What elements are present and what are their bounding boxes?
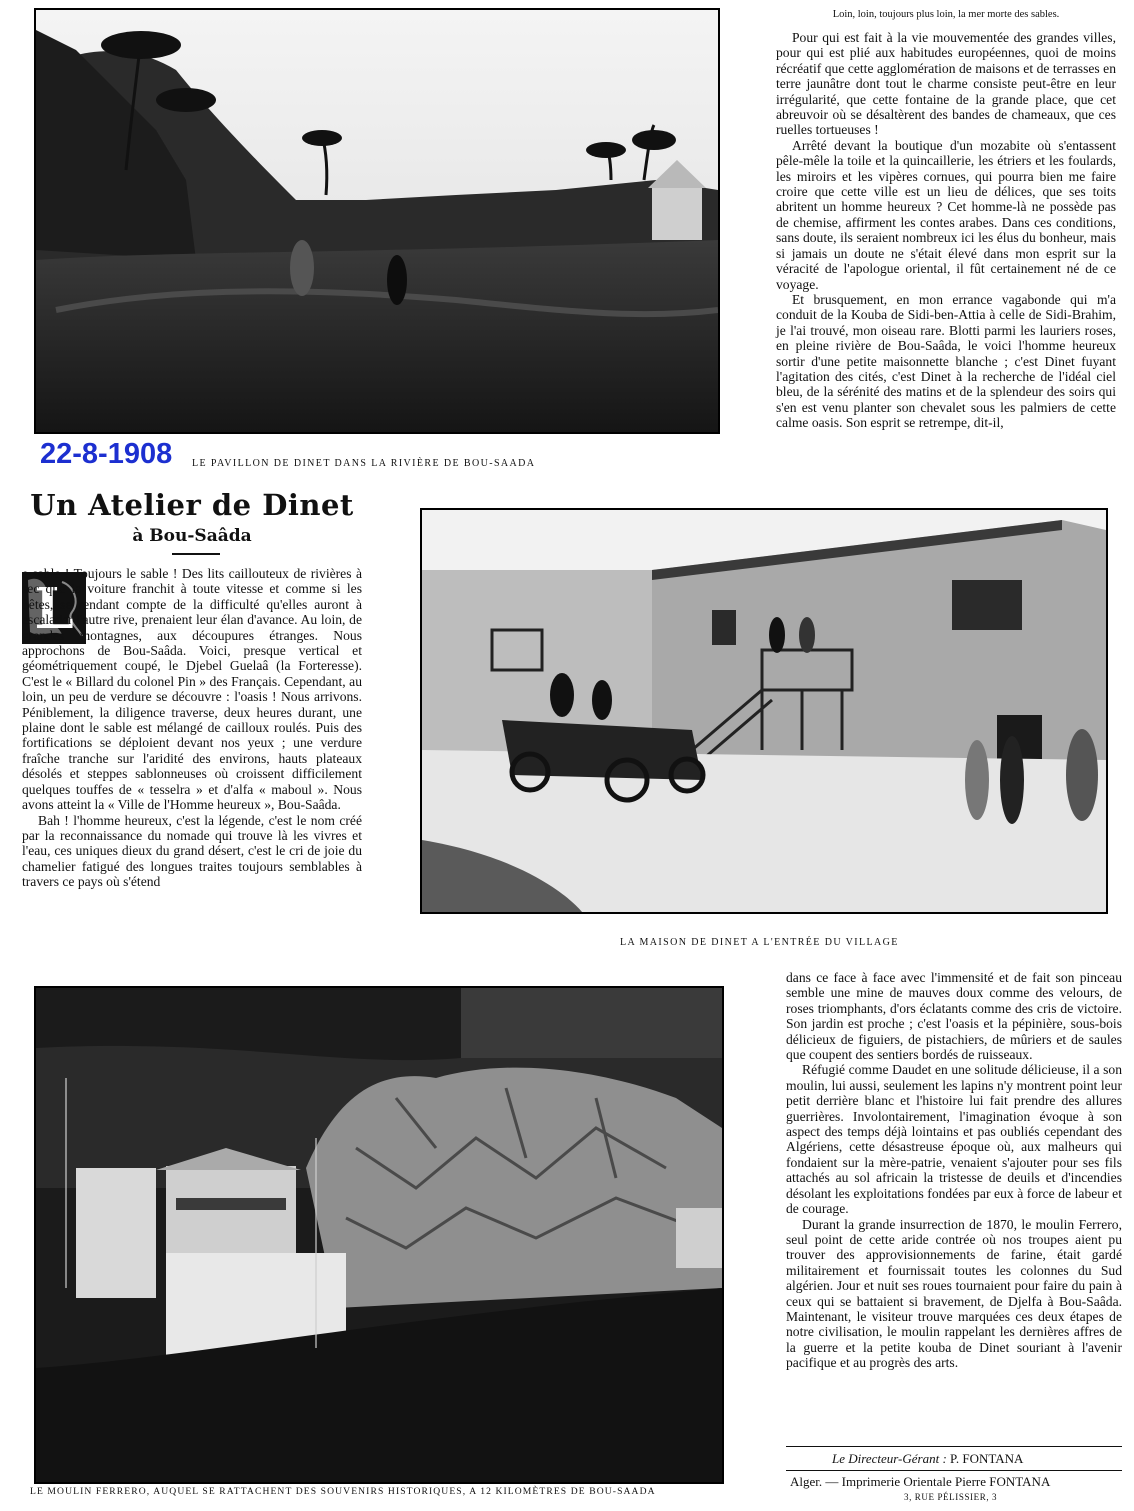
- article-column-left: [22, 566, 362, 958]
- paragraph: Et brusquement, en mon errance vagabonde qui m'a conduit de la Kouba de Sidi-ben-Attia à celle de Sidi-Brahim, je l'ai trouvé, mon oiseau rare. Blotti parmi les lauriers roses, en pleine rivière de Bou-Saâda, le voici l'homme heureux sortir d'une petite maisonnette blanche ; c'est Dinet fuyant l'agitation des cités, c'est Dinet à la recherche de l'idéal ciel bleu, de la sérénité des matins et de la splendeur des soirs qui s'en est venu planter son chevalet sous les palmiers de cette calme oasis. Son esprit se retrempe, dit-il,: [776, 291, 1116, 431]
- title-rule: [172, 553, 220, 555]
- footer-rule-top: [786, 1446, 1122, 1447]
- caption-photo-moulin: LE MOULIN FERRERO, AUQUEL SE RATTACHENT DES SOUVENIRS HISTORIQUES, A 12 KILOMÈTRES DE BOU-SAADA: [30, 1486, 656, 1497]
- footer-director-name: P. FONTANA: [950, 1451, 1024, 1466]
- article-column-bottom-right: [786, 970, 1122, 1438]
- footer-director-label: Le Directeur-Gérant :: [832, 1451, 947, 1466]
- article-title: Un Atelier de Dinet: [30, 488, 354, 522]
- paragraph: Bah ! l'homme heureux, c'est la légende, c'est le nom créé par la reconnaissance du nomade qui trouve là les vivres et l'eau, ces uniques dieux du grand désert, c'est le cri de joie du chamelier fatigué des longues traites toujours semblables à travers ce pays où s'étend: [22, 812, 362, 890]
- photo-pavillon-image: [36, 10, 718, 432]
- photo-maison-image: [422, 510, 1106, 912]
- dropcap-letter: L: [34, 576, 74, 642]
- caption-photo-pavillon: LE PAVILLON DE DINET DANS LA RIVIÈRE DE BOU-SAADA: [192, 458, 536, 469]
- paragraph: Durant la grande insurrection de 1870, le moulin Ferrero, seul point de cette aride contrée où nos troupes aient pu trouver des approvisionnements de farine, était gardé militairement et fournissait toutes les colonnes du Sud algérien. Jour et nuit ses roues tournaient pour faire du pain à ceux qui se battaient si bravement, de Djelfa à Bou-Saâda. Maintenant, le visiteur trouve marquées ces deux étapes de notre civilisation, le moulin rappelant les dernières affres de la guerre et la petite kouba de Dinet souriant à l'avenir pacifique et au progrès des arts.: [786, 1216, 1122, 1371]
- date-stamp: 22-8-1908: [40, 438, 173, 470]
- article-column-top-right: [776, 30, 1116, 490]
- footer-rule-bottom: [786, 1470, 1122, 1471]
- header-quote: Loin, loin, toujours plus loin, la mer morte des sables.: [832, 9, 1060, 20]
- paragraph: Arrêté devant la boutique d'un mozabite où s'entassent pêle-mêle la toile et la quincaillerie, les étriers et les foulards, les miroirs et les vipères cornues, qui pourra bien me faire croire que cette ville est un lieu de délices, que ses toits abritent un homme heureux ? Cet homme-là ne possède pas de chemise, affirment les contes arabes. Dans ces conditions, sans doute, ils seraient nombreux ici les élus du bonheur, mais si jamais un doute ne s'était élevé dans mon esprit sur la véracité de l'apologue oriental, il fût certainement né de ce voyage.: [776, 137, 1116, 292]
- footer-printer: Alger. — Imprimerie Orientale Pierre FONTANA: [790, 1474, 1051, 1489]
- photo-moulin: [34, 986, 724, 1484]
- caption-photo-maison: LA MAISON DE DINET A L'ENTRÉE DU VILLAGE: [620, 937, 899, 948]
- photo-maison: [420, 508, 1108, 914]
- photo-moulin-image: [36, 988, 722, 1482]
- paragraph: Pour qui est fait à la vie mouvementée des grandes villes, pour qui est plié aux habitudes européennes, quoi de moins récréatif que cette agglomération de maisons et de terrasses en terre jaunâtre dont tout le charme consiste peut-être en leur irrégularité, que cette fontaine de la grande place, que cet abreuvoir où se désaltèrent des bandes de chameaux, que ces ruelles tortueuses !: [776, 30, 1116, 138]
- paragraph: Réfugié comme Daudet en une solitude délicieuse, il a son moulin, lui aussi, seulement les lapins n'y montrent point leur petit derrière blanc et l'histoire lui fait prendre des allures guerrières. Involontairement, l'imagination évoque à son aspect des temps déjà lointains et pas oubliés cependant des Algériens, cette désastreuse époque où, aux malheurs qui fondaient sur la mère-patrie, venaient s'ajouter pour ses fils attachés au sol africain la tristesse de deuils et d'incendies désolant les exploitations fondées par eux à force de labeur et de courage.: [786, 1062, 1122, 1217]
- photo-pavillon: [34, 8, 720, 434]
- paragraph-with-dropcap: e sable ! Toujours le sable ! Des lits caillouteux de rivières à sec que la voiture franchit à toute vitesse et comme si les bêtes, se rendant compte de la difficulté qu'elles auront à escalader l'autre rive, prenaient leur élan d'avance. Au loin, de grandes montagnes, aux découpures étranges. Nous approchons de Bou-Saâda. Voici, presque vertical et géométriquement coupé, le Djebel Guelaâ (la Forteresse). C'est le « Billard du colonel Pin » des Français. Cependant, au loin, un peu de verdure se découvre : l'oasis ! Nous arrivons. Péniblement, la diligence traverse, deux heures durant, une plaine dont le sable est mélangé de cailloux roulés. Puis des fortifications se déploient devant nos yeux ; une verdure fraîche tranche sur l'aridité des environs, hauts plateaux désolés et steppes sablonneuses où croissent difficilement quelques touffes de « tesselra » et d'alfa « maboul ». Nous avons atteint la « Ville de l'Homme heureux », Bou-Saâda.: [22, 566, 362, 813]
- footer-director: [832, 1451, 1023, 1467]
- article-subtitle: à Bou-Saâda: [132, 526, 252, 546]
- paragraph: dans ce face à face avec l'immensité et de fait son pinceau semble une mine de mauves doux comme des velours, de roses triomphants, d'ors éclatants comme des cris de victoire. Son jardin est proche ; c'est l'oasis et la pépinière, sous-bois délicieux de figuiers, de pistachiers, de mûriers et de saules que coupent des sentiers bordés de ruisseaux.: [786, 970, 1122, 1063]
- footer-address: 3, RUE PÉLISSIER, 3: [904, 1492, 998, 1502]
